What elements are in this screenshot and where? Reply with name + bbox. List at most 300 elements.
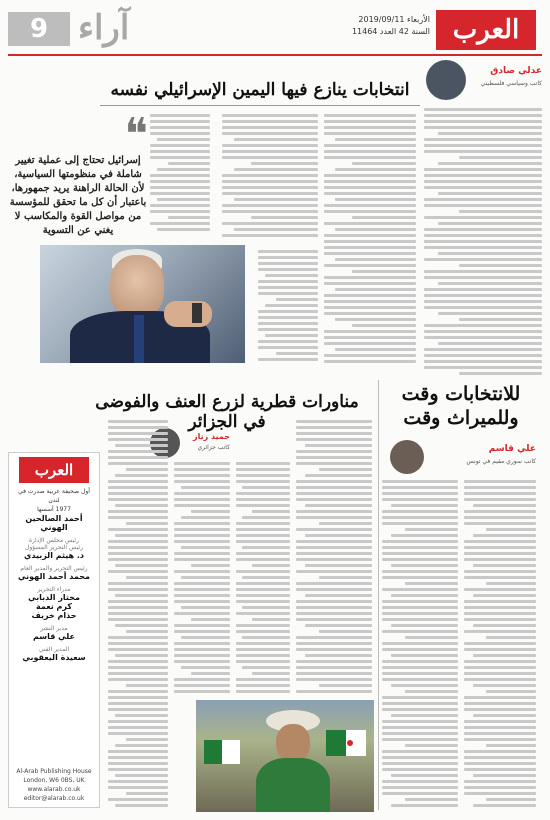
date-block — [352, 14, 430, 38]
text-line — [382, 768, 458, 771]
website-link[interactable]: www.alarab.co.uk — [27, 786, 81, 793]
text-line — [258, 286, 318, 289]
email-link[interactable]: editor@alarab.co.uk — [23, 795, 85, 802]
text-line — [296, 570, 372, 573]
text-line — [126, 684, 168, 687]
text-line — [324, 360, 416, 363]
text-line — [115, 564, 168, 567]
text-line — [296, 558, 372, 561]
body-column-5 — [150, 114, 210, 238]
text-line — [222, 144, 318, 147]
text-line — [319, 522, 372, 525]
text-line — [296, 510, 372, 513]
text-line — [108, 690, 168, 693]
text-line — [459, 372, 542, 375]
text-line — [391, 564, 458, 567]
text-line — [335, 198, 416, 201]
text-line — [486, 528, 536, 531]
text-line — [242, 666, 290, 669]
text-line — [222, 126, 318, 129]
text-line — [108, 462, 168, 465]
text-line — [108, 648, 168, 651]
text-line — [335, 348, 416, 351]
text-line — [222, 156, 318, 159]
body-column-2 — [324, 114, 416, 366]
text-line — [473, 564, 536, 567]
text-line — [391, 714, 458, 717]
text-line — [382, 708, 458, 711]
text-line — [296, 498, 372, 501]
text-line — [324, 186, 416, 189]
text-line — [150, 150, 210, 153]
text-line — [382, 540, 458, 543]
text-line — [424, 150, 542, 153]
masthead — [8, 8, 542, 52]
text-line — [391, 594, 458, 597]
text-line — [150, 126, 210, 129]
text-line — [296, 420, 372, 423]
text-line — [459, 156, 542, 159]
text-line — [236, 630, 290, 633]
text-line — [234, 228, 318, 231]
text-line — [305, 444, 372, 447]
text-line — [222, 150, 318, 153]
text-line — [424, 330, 542, 333]
text-line — [382, 696, 458, 699]
text-line — [126, 522, 168, 525]
text-line — [424, 276, 542, 279]
text-line — [174, 612, 230, 615]
text-line — [236, 462, 290, 465]
newspaper-logo: العرب — [436, 10, 536, 50]
text-line — [324, 120, 416, 123]
text-line — [352, 270, 416, 273]
text-line — [108, 618, 168, 621]
text-line — [473, 624, 536, 627]
top-article-headline: انتخابات ينازع فيها اليمين الإسرائيلي نفسه — [110, 80, 410, 100]
text-line — [324, 252, 416, 255]
text-line — [296, 606, 372, 609]
text-line — [234, 198, 318, 201]
text-line — [108, 762, 168, 765]
text-line — [459, 210, 542, 213]
text-line — [108, 786, 168, 789]
text-line — [464, 648, 536, 651]
text-line — [174, 462, 230, 465]
text-line — [108, 432, 168, 435]
text-line — [305, 654, 372, 657]
text-line — [382, 498, 458, 501]
text-line — [382, 642, 458, 645]
text-line — [382, 738, 458, 741]
text-line — [236, 648, 290, 651]
text-line — [252, 618, 290, 621]
text-line — [108, 798, 168, 801]
author-role: كاتب سوري مقيم في تونس — [466, 458, 536, 465]
impressum-logo: العرب — [19, 457, 89, 483]
text-line — [108, 528, 168, 531]
author-role: كاتب جزائري — [197, 444, 230, 451]
text-line — [236, 528, 290, 531]
text-line — [391, 624, 458, 627]
text-line — [405, 744, 458, 747]
text-line — [236, 588, 290, 591]
text-line — [324, 276, 416, 279]
algeria-column-2 — [236, 462, 290, 696]
text-line — [424, 228, 542, 231]
text-line — [258, 346, 318, 349]
text-line — [150, 120, 210, 123]
text-line — [150, 174, 210, 177]
text-line — [382, 756, 458, 759]
text-line — [174, 684, 230, 687]
text-line — [424, 174, 542, 177]
text-line — [424, 198, 542, 201]
text-line — [391, 684, 458, 687]
text-line — [464, 588, 536, 591]
text-line — [115, 804, 168, 807]
text-line — [405, 582, 458, 585]
text-line — [324, 204, 416, 207]
text-line — [126, 468, 168, 471]
text-line — [108, 642, 168, 645]
text-line — [382, 762, 458, 765]
text-line — [324, 282, 416, 285]
text-line — [150, 156, 210, 159]
text-line — [405, 528, 458, 531]
text-line — [324, 132, 416, 135]
text-line — [236, 678, 290, 681]
text-line — [108, 456, 168, 459]
text-line — [242, 606, 290, 609]
column-divider — [378, 380, 379, 810]
text-line — [473, 534, 536, 537]
text-line — [296, 540, 372, 543]
text-line — [236, 504, 290, 507]
text-line — [424, 168, 542, 171]
text-line — [108, 768, 168, 771]
text-line — [382, 612, 458, 615]
flag-icon — [326, 730, 366, 756]
text-line — [464, 786, 536, 789]
text-line — [252, 510, 290, 513]
text-line — [424, 348, 542, 351]
text-line — [108, 426, 168, 429]
text-line — [319, 630, 372, 633]
section-title: آراء — [78, 8, 130, 48]
text-line — [296, 426, 372, 429]
text-line — [424, 246, 542, 249]
text-line — [464, 642, 536, 645]
text-line — [382, 510, 458, 513]
text-line — [464, 726, 536, 729]
author-role: كاتب وسياسي فلسطيني — [480, 80, 542, 87]
founder-name: أحمد الصالحين الهوني — [25, 514, 83, 532]
text-line — [174, 642, 230, 645]
text-line — [296, 516, 372, 519]
text-line — [236, 480, 290, 483]
text-line — [108, 546, 168, 549]
text-line — [464, 720, 536, 723]
text-line — [464, 486, 536, 489]
text-line — [424, 336, 542, 339]
text-line — [296, 678, 372, 681]
text-line — [108, 636, 168, 639]
text-line — [258, 322, 318, 325]
text-line — [296, 690, 372, 693]
text-line — [251, 216, 318, 219]
algeria-article-headline: مناورات قطرية لزرع العنف والفوضى في الجزائر — [95, 392, 359, 432]
text-line — [296, 642, 372, 645]
text-line — [424, 126, 542, 129]
text-line — [335, 138, 416, 141]
text-line — [382, 750, 458, 753]
text-line — [108, 678, 168, 681]
text-line — [108, 510, 168, 513]
text-line — [324, 264, 416, 267]
text-line — [464, 516, 536, 519]
text-line — [108, 558, 168, 561]
text-line — [464, 672, 536, 675]
text-line — [236, 498, 290, 501]
text-line — [464, 576, 536, 579]
text-line — [335, 228, 416, 231]
text-line — [174, 558, 230, 561]
text-line — [324, 312, 416, 315]
text-line — [438, 312, 542, 315]
text-line — [234, 168, 318, 171]
text-line — [181, 486, 230, 489]
text-line — [382, 732, 458, 735]
impressum-name: محمد أحمد الهوني — [18, 572, 90, 581]
text-line — [324, 336, 416, 339]
text-line — [108, 492, 168, 495]
text-line — [424, 294, 542, 297]
text-line — [424, 186, 542, 189]
text-line — [115, 444, 168, 447]
impressum-name: حذام خريف — [31, 611, 77, 620]
text-line — [168, 216, 210, 219]
text-line — [157, 138, 210, 141]
text-line — [108, 606, 168, 609]
text-line — [251, 162, 318, 165]
text-line — [296, 648, 372, 651]
text-line — [174, 648, 230, 651]
text-line — [108, 540, 168, 543]
text-line — [424, 324, 542, 327]
text-line — [305, 594, 372, 597]
impressum-role: رئيس التحرير والمدير العام — [20, 565, 88, 572]
text-line — [324, 180, 416, 183]
text-line — [382, 522, 458, 525]
date-line: الأربعاء 2019/09/11 — [358, 15, 430, 24]
text-line — [324, 354, 416, 357]
text-line — [319, 468, 372, 471]
text-line — [296, 480, 372, 483]
text-line — [296, 528, 372, 531]
text-line — [382, 660, 458, 663]
text-line — [464, 762, 536, 765]
author-name: حميد زناز — [192, 432, 230, 441]
text-line — [324, 234, 416, 237]
text-line — [424, 240, 542, 243]
text-line — [464, 732, 536, 735]
text-line — [382, 570, 458, 573]
algeria-column-3 — [174, 462, 230, 696]
text-line — [150, 144, 210, 147]
text-line — [236, 660, 290, 663]
text-line — [486, 744, 536, 747]
text-line — [222, 234, 318, 237]
text-line — [222, 210, 318, 213]
text-line — [324, 174, 416, 177]
body-column-3 — [222, 114, 318, 244]
text-line — [108, 498, 168, 501]
text-line — [319, 684, 372, 687]
text-line — [424, 306, 542, 309]
protest-photo — [196, 700, 374, 812]
text-line — [108, 600, 168, 603]
text-line — [438, 192, 542, 195]
text-line — [258, 310, 318, 313]
text-line — [252, 564, 290, 567]
text-line — [464, 780, 536, 783]
text-line — [174, 690, 230, 693]
text-line — [382, 780, 458, 783]
text-line — [115, 594, 168, 597]
text-line — [115, 624, 168, 627]
text-line — [382, 618, 458, 621]
impressum-role: مدراء التحرير — [37, 586, 71, 593]
text-line — [296, 582, 372, 585]
text-line — [181, 666, 230, 669]
text-line — [382, 786, 458, 789]
text-line — [236, 468, 290, 471]
text-line — [242, 516, 290, 519]
text-line — [464, 570, 536, 573]
text-line — [382, 486, 458, 489]
text-line — [150, 132, 210, 135]
text-line — [236, 684, 290, 687]
text-line — [296, 600, 372, 603]
text-line — [382, 600, 458, 603]
text-line — [335, 288, 416, 291]
text-line — [324, 210, 416, 213]
text-line — [464, 618, 536, 621]
text-line — [464, 708, 536, 711]
text-line — [108, 750, 168, 753]
text-line — [438, 282, 542, 285]
text-line — [464, 702, 536, 705]
text-line — [174, 534, 230, 537]
text-line — [305, 534, 372, 537]
text-line — [108, 672, 168, 675]
text-line — [236, 474, 290, 477]
text-line — [126, 792, 168, 795]
text-line — [473, 774, 536, 777]
text-line — [108, 480, 168, 483]
text-line — [150, 192, 210, 195]
text-line — [382, 648, 458, 651]
text-line — [382, 720, 458, 723]
headline-rule — [100, 105, 420, 106]
text-line — [222, 114, 318, 117]
text-line — [424, 180, 542, 183]
text-line — [464, 630, 536, 633]
text-line — [296, 486, 372, 489]
text-line — [352, 324, 416, 327]
text-line — [324, 306, 416, 309]
text-line — [242, 486, 290, 489]
text-line — [324, 150, 416, 153]
text-line — [174, 552, 230, 555]
text-line — [296, 438, 372, 441]
text-line — [296, 588, 372, 591]
text-line — [115, 474, 168, 477]
tunisia-column-2 — [382, 480, 458, 810]
text-line — [296, 612, 372, 615]
impressum-line: أول صحيفة عربية صدرت في لندن — [18, 488, 90, 504]
text-line — [473, 654, 536, 657]
text-line — [258, 292, 318, 295]
text-line — [382, 588, 458, 591]
text-line — [115, 654, 168, 657]
text-line — [464, 558, 536, 561]
text-line — [352, 216, 416, 219]
impressum-role: رئيس مجلس الإدارة — [28, 537, 80, 544]
text-line — [438, 132, 542, 135]
text-line — [126, 630, 168, 633]
text-line — [305, 474, 372, 477]
text-line — [464, 666, 536, 669]
body-column-1 — [424, 108, 542, 380]
text-line — [473, 594, 536, 597]
text-line — [405, 798, 458, 801]
text-line — [236, 594, 290, 597]
text-line — [108, 780, 168, 783]
text-line — [126, 738, 168, 741]
text-line — [174, 654, 230, 657]
text-line — [296, 492, 372, 495]
text-line — [258, 268, 318, 271]
text-line — [324, 294, 416, 297]
text-line — [382, 678, 458, 681]
text-line — [115, 744, 168, 747]
text-line — [258, 358, 318, 361]
text-line — [222, 174, 318, 177]
text-line — [174, 474, 230, 477]
text-line — [181, 636, 230, 639]
text-line — [108, 552, 168, 555]
text-line — [265, 304, 318, 307]
text-line — [258, 340, 318, 343]
text-line — [324, 156, 416, 159]
text-line — [191, 618, 230, 621]
text-line — [296, 552, 372, 555]
text-line — [168, 162, 210, 165]
text-line — [438, 342, 542, 345]
text-line — [222, 132, 318, 135]
text-line — [296, 666, 372, 669]
text-line — [157, 168, 210, 171]
text-line — [382, 726, 458, 729]
text-line — [174, 594, 230, 597]
text-line — [382, 492, 458, 495]
author-photo — [390, 440, 424, 474]
text-line — [115, 534, 168, 537]
text-line — [252, 672, 290, 675]
text-line — [424, 144, 542, 147]
